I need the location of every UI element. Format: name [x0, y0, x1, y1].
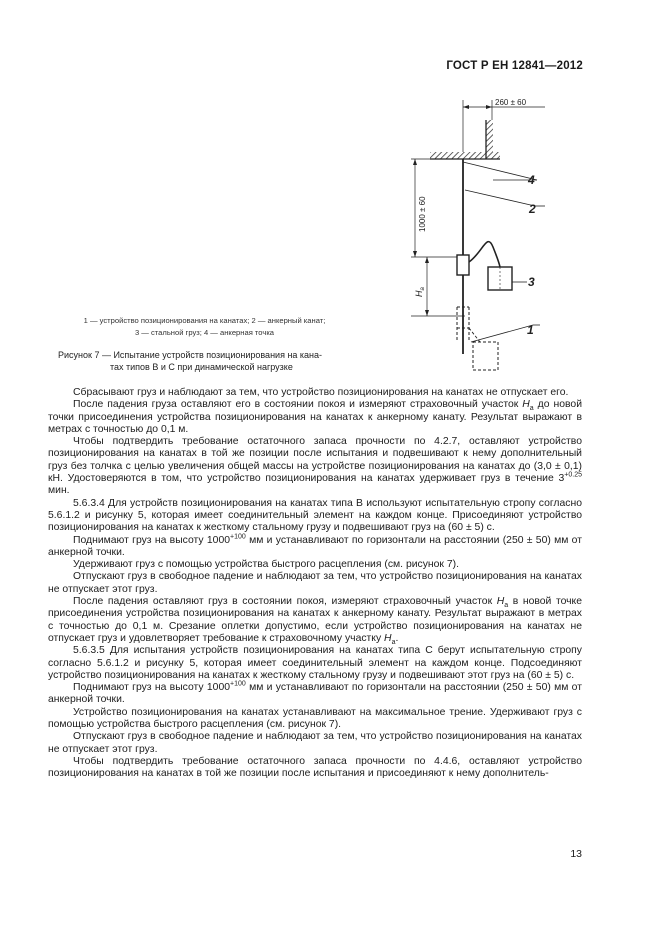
paragraph: Поднимают груз на высоту $1000^{+100}$ мм и устанавливают по горизонтали на расстоянии (250 ± 50) мм от анкерной точки.: [48, 680, 582, 706]
paragraph: Отпускают груз в свободное падение и наблюдают за тем, что устройство позиционирования на канатах не отпускает этот груз.: [48, 571, 582, 595]
page-number: 13: [570, 848, 582, 860]
paragraph: После падения груза оставляют его в состоянии покоя и измеряют страховочный участок $Н_а$ до новой точки присоединения устройства позиционирования на канатах к анкерному канату. Результат выражают в метрах с точностью до 0,1 м.: [48, 399, 582, 435]
paragraph-section-5-6-3-4: 5.6.3.4 Для устройств позиционирования на канатах типа В используют испытательную стропу согласно 5.6.1.2 и рисунку 5, которая имеет соединительный элемент на каждом конце. Присоединяют устройство позиционирования на канатах к жесткому стальному грузу и подвешивают груз на (60 ± 5) с.: [48, 497, 582, 534]
lanyard: [469, 242, 500, 267]
figure-7-test-diagram: [405, 92, 575, 382]
figure-legend-line1: 1 — устройство позиционирования на канатах; 2 — анкерный канат;: [83, 316, 326, 325]
dimension-top-label: 260 ± 60: [495, 98, 527, 107]
paragraph: Удерживают груз с помощью устройства быстрого расцепления (см. рисунок 7).: [73, 559, 459, 571]
paragraph: Чтобы подтвердить требование остаточного запаса прочности по 4.4.6, оставляют устройство позиционирования на канатах в той же позиции после испытания и присоединяют к нему дополнитель-: [48, 755, 582, 780]
figure-caption-line2: тах типов В и С при динамической нагрузке: [110, 362, 293, 372]
rope-adjustment-device: [457, 255, 469, 275]
anchor-structure: [430, 120, 500, 159]
paragraph: Поднимают груз на высоту $1000^{+100}$ мм и устанавливают по горизонтали на расстоянии (250 ± 50) мм от анкерной точки.: [48, 533, 582, 558]
paragraph-section-5-6-3-5: 5.6.3.5 Для испытания устройств позиционирования на канатах типа С берут испытательную стропу согласно 5.6.1.2 и рисунку 5, которая имеет соединительный элемент на каждом конце. Подсоединяют устройство позиционирования на канатах к жесткому стальному грузу и подвешивают этот груз на (60 ± 5) с.: [48, 645, 582, 681]
figure-caption: [58, 349, 363, 373]
figure-legend-line2: 3 — стальной груз; 4 — анкерная точка: [134, 328, 275, 337]
figure-caption-line1: Рисунок 7 — Испытание устройств позиционирования на кана-: [58, 350, 323, 360]
callout-leaders: [463, 162, 545, 342]
paragraph: Устройство позиционирования на канатах устанавливают на максимальное трение. Удерживают груз с помощью устройства быстрого расцепления (см. рисунок 7).: [48, 706, 582, 731]
callout-4: 4: [528, 173, 535, 187]
steel-mass: [488, 267, 512, 290]
vertical-dimension: [411, 159, 465, 257]
paragraph: Сбрасывают груз и наблюдают за тем, что устройство позиционирования на канатах не отпускает его.: [73, 387, 569, 398]
document-standard-header: ГОСТ Р ЕН 12841—2012: [446, 60, 583, 72]
paragraph: Отпускают груз в свободное падение и наблюдают за тем, что устройство позиционирования на канатах не отпускает этот груз.: [48, 731, 582, 755]
top-dimension: [463, 98, 545, 152]
paragraph: После падения оставляют груз в состоянии покоя, измеряют страховочный участок $Н_а$ в новой точке присоединения устройства позиционирования на канатах к анкерному канату. Результат выражают в метрах с точностью до 0,1 м. Срезание оплетки допустимо, если устройство позиционирования на канатах не отпускает груз и удовлетворяет требование к страховочному участку $Н_а$.: [48, 596, 582, 647]
callout-1: 1: [527, 323, 534, 337]
dimension-ha-label: $Н_а$: [414, 287, 426, 297]
document-body: [48, 387, 582, 781]
paragraph: Чтобы подтвердить требование остаточного запаса прочности по 4.2.7, оставляют устройство позиционирования на канатах в той же позиции после испытания и подвешивают к нему дополнительный груз без толчка с целью увеличения общей массы на устройстве позиционирования на канатах до (3,0 ± 0,1) кН. Удостоверяются в том, что устройство позиционирования на канатах удерживает груз в течение $3^{+0.25}$ мин.: [48, 436, 582, 497]
dimension-vertical-label: 1000 ± 60: [418, 196, 427, 232]
callout-2: 2: [529, 202, 536, 216]
callout-3: 3: [528, 275, 535, 289]
figure-legend: [52, 315, 357, 339]
